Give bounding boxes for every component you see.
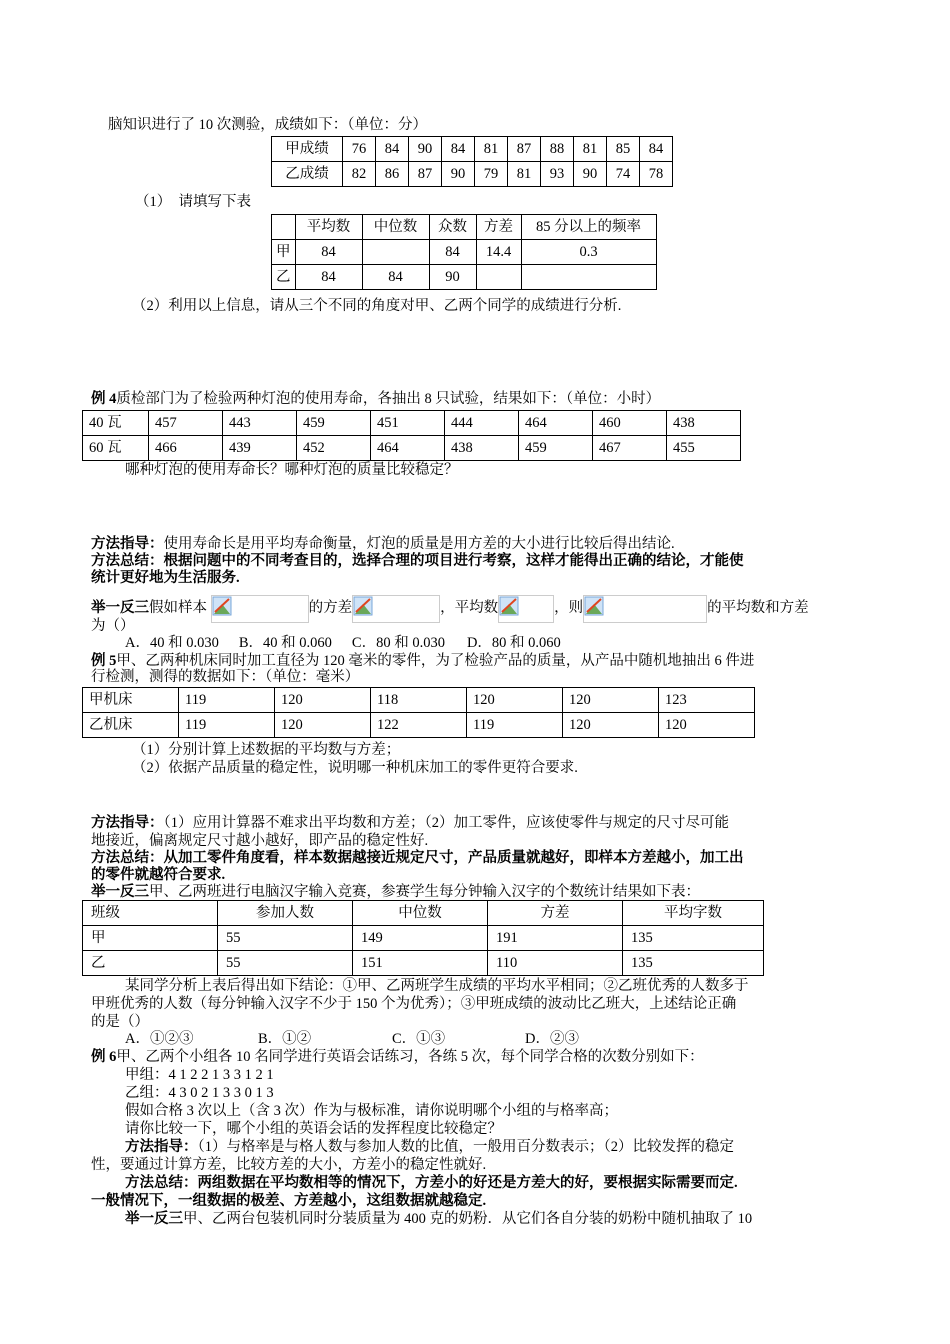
example-5-q1: （1）分别计算上述数据的平均数与方差； <box>132 742 401 758</box>
table-cell <box>272 215 296 240</box>
table-cell: 81 <box>574 137 607 162</box>
table-cell <box>476 265 521 290</box>
table-cell <box>521 265 656 290</box>
option-a: A．40 和 0.030 <box>125 635 219 651</box>
practice-2-p3: 的是（） <box>91 1014 149 1030</box>
table-cell: 451 <box>371 411 445 436</box>
table-cell: 467 <box>593 436 667 461</box>
table-cell: 74 <box>607 162 640 187</box>
option-b: B．①② <box>258 1031 312 1047</box>
practice-2-options <box>125 1030 579 1048</box>
table-row <box>272 215 657 240</box>
table-cell: 84 <box>295 265 362 290</box>
table-cell: 135 <box>623 951 764 976</box>
table-cell: 乙 <box>272 265 296 290</box>
table-cell: 191 <box>488 926 623 951</box>
table-cell: 119 <box>179 688 275 713</box>
table-cell: 459 <box>297 411 371 436</box>
table-cell: 151 <box>353 951 488 976</box>
table-row <box>272 240 657 265</box>
method-guide-1: 方法指导：使用寿命长是用平均寿命衡量，灯泡的质量是用方差的大小进行比较后得出结论. <box>91 536 675 552</box>
table-row <box>83 926 764 951</box>
table-cell: 78 <box>640 162 673 187</box>
example-5-cont: 行检测，测得的数据如下：（单位：毫米） <box>91 669 360 685</box>
table-cell: 120 <box>275 688 371 713</box>
table-cell: 82 <box>343 162 376 187</box>
formula-image <box>352 595 440 623</box>
table-cell: 乙 <box>83 951 218 976</box>
table-row <box>272 137 673 162</box>
table-cell: 84 <box>295 240 362 265</box>
table-cell: 81 <box>508 162 541 187</box>
broken-image-icon <box>353 596 375 618</box>
table-row <box>83 901 764 926</box>
method-guide-3-cont: 性，要通过计算方差，比较方差的大小，方差小的稳定性就好. <box>91 1157 487 1173</box>
example-4-question: 哪种灯泡的使用寿命长？哪种灯泡的质量比较稳定？ <box>125 462 459 478</box>
table-cell: 149 <box>353 926 488 951</box>
method-summary-2: 方法总结：从加工零件角度看，样本数据越接近规定尺寸，产品质量就越好，即样本方差越小，加工出 <box>91 850 744 866</box>
table-cell: 120 <box>467 688 563 713</box>
table-cell: 464 <box>371 436 445 461</box>
table-cell: 85 分以上的频率 <box>521 215 656 240</box>
group-b: 乙组：4 3 0 2 1 3 3 0 1 3 <box>125 1085 274 1101</box>
example-6-q2: 请你比较一下，哪个小组的英语会话的发挥程度比较稳定？ <box>125 1121 502 1137</box>
table-row <box>83 951 764 976</box>
example-5-q2: （2）依据产品质量的稳定性，说明哪一种机床加工的零件更符合要求. <box>132 760 578 776</box>
table-cell: 452 <box>297 436 371 461</box>
formula-image <box>583 595 707 623</box>
table-cell: 119 <box>179 713 275 738</box>
intro-text: 脑知识进行了 10 次测验，成绩如下：（单位：分） <box>108 117 427 133</box>
table-cell: 86 <box>376 162 409 187</box>
table-cell: 84 <box>442 137 475 162</box>
practice-2-heading: 举一反三甲、乙两班进行电脑汉字输入竞赛，参赛学生每分钟输入汉字的个数统计结果如下表： <box>91 884 700 900</box>
table-cell: 55 <box>218 926 353 951</box>
table-cell: 460 <box>593 411 667 436</box>
table-row <box>272 265 657 290</box>
example-5-heading: 例 5甲、乙两种机床同时加工直径为 120 毫米的零件，为了检验产品的质量，从产品中随机地抽出 6 件进 <box>91 653 755 669</box>
table-cell: 参加人数 <box>218 901 353 926</box>
table-cell: 120 <box>275 713 371 738</box>
method-guide-2: 方法指导：（1）应用计算器不难求出平均数和方差；（2）加工零件，应该使零件与规定的尺寸尽可能 <box>91 815 729 831</box>
table-row <box>83 436 741 461</box>
table-row <box>272 162 673 187</box>
table-row <box>83 713 755 738</box>
formula-image <box>498 595 554 623</box>
table-cell: 466 <box>149 436 223 461</box>
practice-2-p2: 甲班优秀的人数（每分钟输入汉字不少于 150 个为优秀）；③甲班成绩的波动比乙班大，上述结论正确 <box>91 996 737 1012</box>
table-cell: 甲成绩 <box>272 137 343 162</box>
table-cell: 乙成绩 <box>272 162 343 187</box>
table-cell: 40 瓦 <box>83 411 149 436</box>
table-cell: 90 <box>409 137 442 162</box>
example-6-heading: 例 6甲、乙两个小组各 10 名同学进行英语会话练习，各练 5 次，每个同学合格的次数分别如下： <box>91 1049 704 1065</box>
table-cell: 甲 <box>272 240 296 265</box>
table-cell: 90 <box>442 162 475 187</box>
table-cell: 123 <box>659 688 755 713</box>
example-6-q1: 假如合格 3 次以上（含 3 次）作为与极标准，请你说明哪个小组的与格率高； <box>125 1103 618 1119</box>
table-row <box>83 411 741 436</box>
method-summary-3: 方法总结：两组数据在平均数相等的情况下，方差小的好还是方差大的好，要根据实际需要而定. <box>125 1175 738 1191</box>
table-cell: 中位数 <box>353 901 488 926</box>
table-cell: 90 <box>429 265 476 290</box>
machine-table <box>82 687 755 738</box>
group-a: 甲组：4 1 2 2 1 3 3 1 2 1 <box>125 1067 274 1083</box>
table-cell: 438 <box>667 411 741 436</box>
option-a: A．①②③ <box>125 1031 194 1047</box>
table-cell: 84 <box>376 137 409 162</box>
table-cell: 乙机床 <box>83 713 179 738</box>
table-cell: 438 <box>445 436 519 461</box>
example-4-heading: 例 4质检部门为了检验两种灯泡的使用寿命，各抽出 8 只试验，结果如下：（单位：小时） <box>91 391 661 407</box>
table-cell: 457 <box>149 411 223 436</box>
table-cell: 84 <box>429 240 476 265</box>
practice-1-cont: 为（） <box>91 618 135 634</box>
formula-image <box>211 595 309 623</box>
table-cell: 85 <box>607 137 640 162</box>
table-cell: 方差 <box>476 215 521 240</box>
table-cell: 众数 <box>429 215 476 240</box>
table-cell: 55 <box>218 951 353 976</box>
table-cell: 455 <box>667 436 741 461</box>
option-b: B．40 和 0.060 <box>238 635 332 651</box>
table-cell: 60 瓦 <box>83 436 149 461</box>
method-summary-2-cont: 的零件就越符合要求. <box>91 867 226 883</box>
score-table <box>271 136 673 187</box>
table-cell: 464 <box>519 411 593 436</box>
practice-2-p1: 某同学分析上表后得出如下结论：①甲、乙两班学生成绩的平均水平相同；②乙班优秀的人数多于 <box>125 978 749 994</box>
table-cell: 120 <box>659 713 755 738</box>
method-summary-3-cont: 一般情况下，一组数据的极差、方差越小，这组数据就越稳定. <box>91 1193 487 1209</box>
table-cell: 76 <box>343 137 376 162</box>
table-cell: 87 <box>508 137 541 162</box>
table-cell: 14.4 <box>476 240 521 265</box>
method-summary-1: 方法总结：根据问题中的不同考查目的，选择合理的项目进行考察，这样才能得出正确的结论，才能使 <box>91 553 744 569</box>
table-cell: 444 <box>445 411 519 436</box>
table-cell: 459 <box>519 436 593 461</box>
table-row <box>83 688 755 713</box>
practice-3: 举一反三甲、乙两台包装机同时分装质量为 400 克的奶粉．从它们各自分装的奶粉中随机抽取了 10 <box>125 1211 753 1227</box>
option-d: D．②③ <box>525 1031 579 1047</box>
table-cell: 84 <box>362 265 429 290</box>
table-cell: 81 <box>475 137 508 162</box>
bulb-table <box>82 410 741 461</box>
method-guide-3: 方法指导：（1）与格率是与格人数与参加人数的比值，一般用百分数表示；（2）比较发挥的稳定 <box>125 1139 734 1155</box>
question-1-label: （1） 请填写下表 <box>135 194 251 210</box>
table-cell: 439 <box>223 436 297 461</box>
table-cell: 90 <box>574 162 607 187</box>
typing-table <box>82 900 764 976</box>
table-cell: 122 <box>371 713 467 738</box>
table-cell: 84 <box>640 137 673 162</box>
table-cell: 135 <box>623 926 764 951</box>
table-cell: 0.3 <box>521 240 656 265</box>
practice-1: 举一反三假如样本 的方差 ，平均数 ，则 的平均数和方差 <box>91 594 809 623</box>
table-cell: 118 <box>371 688 467 713</box>
table-cell <box>362 240 429 265</box>
table-cell: 方差 <box>488 901 623 926</box>
table-cell: 120 <box>563 713 659 738</box>
table-cell: 平均字数 <box>623 901 764 926</box>
table-cell: 87 <box>409 162 442 187</box>
table-cell: 甲 <box>83 926 218 951</box>
table-cell: 110 <box>488 951 623 976</box>
summary-fill-table <box>271 214 657 290</box>
table-cell: 班级 <box>83 901 218 926</box>
practice-1-options <box>125 634 561 652</box>
table-cell: 88 <box>541 137 574 162</box>
table-cell: 甲机床 <box>83 688 179 713</box>
option-c: C．①③ <box>392 1031 446 1047</box>
method-guide-2-cont: 地接近，偏离规定尺寸越小越好，即产品的稳定性好. <box>91 833 429 849</box>
table-cell: 120 <box>563 688 659 713</box>
table-cell: 443 <box>223 411 297 436</box>
table-cell: 93 <box>541 162 574 187</box>
question-2: （2）利用以上信息，请从三个不同的角度对甲、乙两个同学的成绩进行分析. <box>132 298 622 314</box>
broken-image-icon <box>499 596 521 618</box>
table-cell: 79 <box>475 162 508 187</box>
broken-image-icon <box>212 596 234 618</box>
table-cell: 中位数 <box>362 215 429 240</box>
table-cell: 平均数 <box>295 215 362 240</box>
method-summary-1-cont: 统计更好地为生活服务. <box>91 570 240 586</box>
option-d: D．80 和 0.060 <box>466 635 561 651</box>
option-c: C．80 和 0.030 <box>351 635 445 651</box>
broken-image-icon <box>584 596 606 618</box>
table-cell: 119 <box>467 713 563 738</box>
